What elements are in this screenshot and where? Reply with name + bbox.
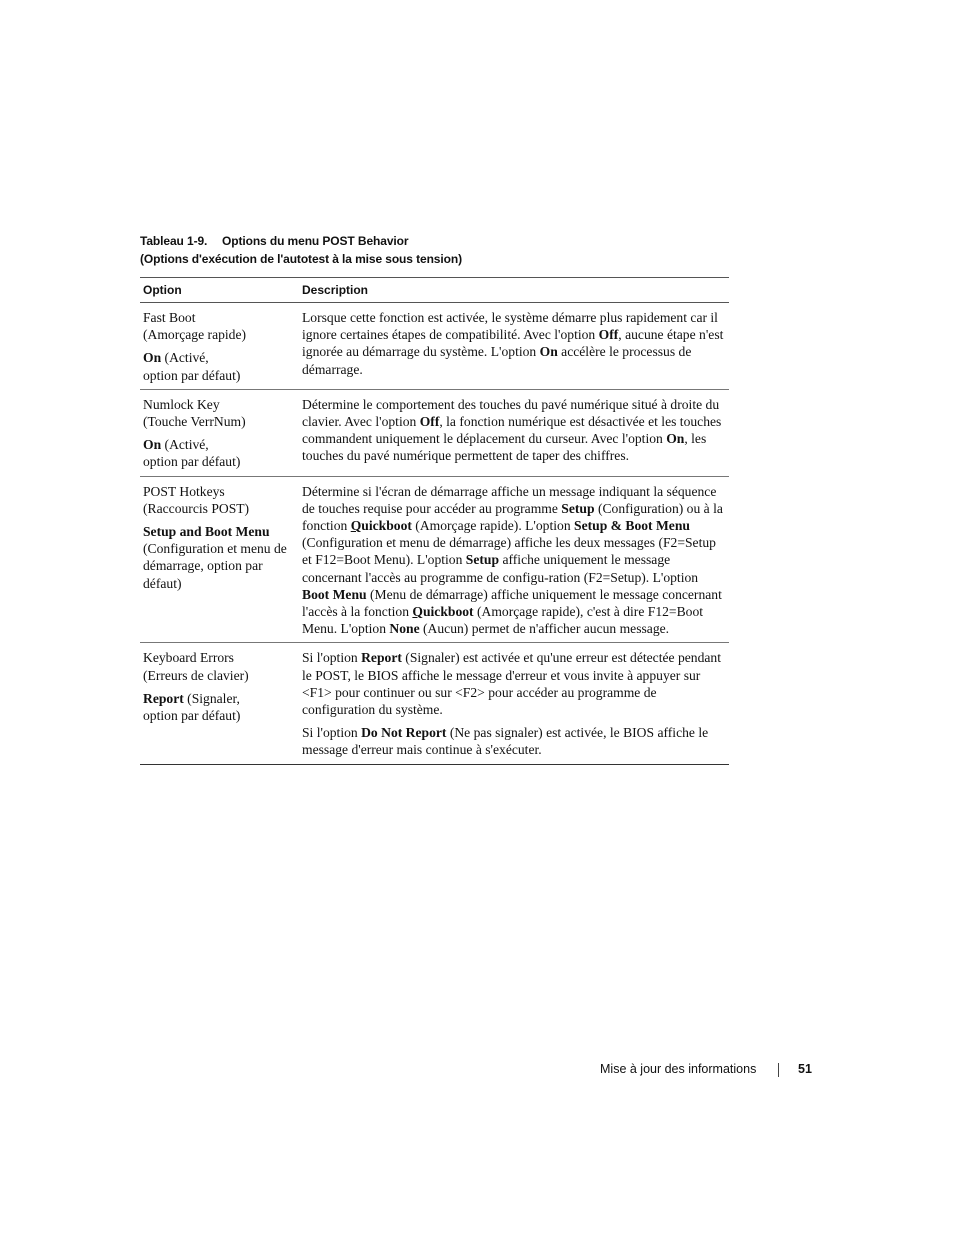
caption-subtitle: (Options d'exécution de l'autotest à la mise sous tension) <box>140 251 462 266</box>
table-row <box>140 390 729 477</box>
description-text: Lorsque cette fonction est activée, le système démarre plus rapidement car il ignore certaines étapes de compatibilité. Avec l'option Off, aucune étape n'est ignorée au démarrage du système. L'option On accélère le processus de démarrage. <box>302 310 724 377</box>
description-text: Détermine le comportement des touches du pavé numérique situé à droite du clavier. Avec l'option Off, la fonction numérique est désactivée et les touches commandent uniquement le déplacement du curseur. Avec l'option On, les touches du pavé numérique permettent de taper des chiffres. <box>302 396 722 464</box>
caption-number: Tableau 1-9. <box>140 234 208 248</box>
option-default-block <box>143 436 299 470</box>
option-default-block <box>143 349 299 383</box>
caption-title: Options du menu POST Behavior <box>222 234 409 248</box>
table-row <box>140 643 729 764</box>
header-option: Option <box>143 283 182 297</box>
option-cell <box>140 396 299 471</box>
option-name: POST Hotkeys <box>143 483 225 499</box>
option-cell <box>140 483 299 638</box>
page-number: 51 <box>798 1062 812 1076</box>
default-value: Setup and Boot Menu <box>143 524 270 540</box>
option-name-block <box>143 309 299 343</box>
description-cell <box>299 483 729 638</box>
caption-line-1 <box>140 233 462 251</box>
option-translation: (Amorçage rapide) <box>143 327 247 343</box>
option-translation: (Erreurs de clavier) <box>143 667 249 683</box>
option-name: Numlock Key <box>143 396 220 412</box>
default-note-2: option par défaut) <box>143 367 241 383</box>
default-note: (Signaler, <box>183 690 240 706</box>
option-name: Fast Boot <box>143 310 196 325</box>
option-default-block <box>143 523 299 592</box>
default-note-2: (Configuration et menu de démarrage, option par défaut) <box>143 541 287 591</box>
option-name-block <box>143 483 299 517</box>
option-name-block <box>143 649 299 683</box>
description-cell <box>299 309 729 384</box>
default-note: (Activé, <box>161 437 209 453</box>
description-text: Si l'option Report (Signaler) est activée et qu'une erreur est détectée pendant le POST, le BIOS affiche le message d'erreur et vous invite à appuyer sur <F1> pour continuer ou sur <F2> pour accéder au programme de configuration du système. <box>302 650 721 718</box>
table-caption <box>140 233 462 268</box>
table-row <box>140 303 729 390</box>
description-cell <box>299 396 729 471</box>
description-cell <box>299 649 729 758</box>
option-name: Keyboard Errors <box>143 650 234 666</box>
default-value: On <box>143 350 162 366</box>
footer-section-title: Mise à jour des informations <box>600 1062 757 1076</box>
default-note-2: option par défaut) <box>143 708 241 724</box>
default-value: On <box>143 437 162 453</box>
default-note-2: option par défaut) <box>143 454 241 470</box>
options-table <box>140 277 729 765</box>
option-translation: (Raccourcis POST) <box>143 500 250 516</box>
table-row <box>140 477 729 644</box>
option-default-block <box>143 690 299 724</box>
footer-divider <box>778 1063 779 1077</box>
description-text-2: Si l'option Do Not Report (Ne pas signaler) est activée, le BIOS affiche le message d'erreur mais continue à s'exécuter. <box>302 725 709 758</box>
option-name-block <box>143 396 299 430</box>
option-translation: (Touche VerrNum) <box>143 414 246 430</box>
description-text: Détermine si l'écran de démarrage affiche un message indiquant la séquence de touches requise pour accéder au programme Setup (Configuration) ou à la fonction Quickboot (Amorçage rapide). L'option Setup & Boot Menu (Configuration et menu de démarrage) affiche les deux messages (F2=Setup et F12=Boot Menu). L'option Setup affiche uniquement le message concernant l'accès au programme de configu-ration (F2=Setup). L'option Boot Menu (Menu de démarrage) affiche uniquement le message concernant l'accès à la fonction Quickboot (Amorçage rapide), c'est à dire F12=Boot Menu. L'option None (Aucun) permet de n'afficher aucun message. <box>302 483 723 637</box>
option-cell <box>140 309 299 384</box>
header-description: Description <box>302 283 369 297</box>
default-note: (Activé, <box>161 350 209 366</box>
table-header-row <box>140 278 729 303</box>
default-value: Report <box>143 690 184 706</box>
option-cell <box>140 649 299 758</box>
